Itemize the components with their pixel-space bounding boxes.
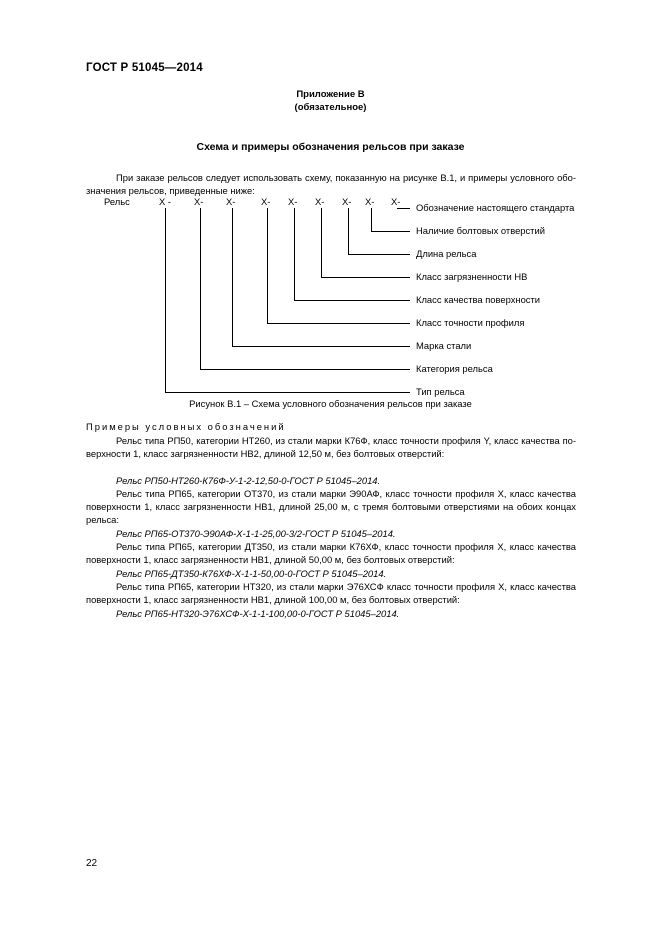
examples-heading: Примеры условных обозначений	[86, 421, 286, 432]
code-token-2: Х-	[194, 196, 204, 207]
example-2-code: Рельс РП65-ОТ370-Э90АФ-Х-1-1-25,00-3/2-ГОСТ Р 51045–2014.	[116, 528, 396, 539]
example-2-text: Рельс типа РП65, категории ОТ370, из стали марки Э90АФ, класс точности профиля Х, класс качества поверхности 1, класс загрязненности НВ1, длиной 25,00 м, с тремя болтовыми отверстиями на обоих концах рельса:	[86, 488, 576, 526]
leader-h-6	[267, 323, 410, 324]
page-title: Схема и примеры обозначения рельсов при заказе	[196, 141, 465, 153]
leader-v-7	[232, 208, 233, 346]
leader-v-6	[267, 208, 268, 323]
leader-v-5	[294, 208, 295, 300]
annex-line-1: Приложение В	[296, 89, 365, 100]
leader-h-5	[294, 300, 410, 301]
leader-h-4	[321, 277, 410, 278]
leader-v-3	[348, 208, 349, 254]
example-1-text: Рельс типа РП50, категории НТ260, из стали марки К76Ф, класс точности профиля Y, класс качества поверхности 1, класс загрязненности НВ2, длиной 12,50 м, без болтовых отверстий:	[86, 435, 576, 460]
code-token-7: Х-	[342, 196, 352, 207]
leader-h-2	[371, 231, 410, 232]
leader-h-1	[397, 208, 410, 209]
diagram-label-profile-class: Класс точности профиля	[416, 317, 525, 328]
example-4-code: Рельс РП65-НТ320-Э76ХСФ-Х-1-1-100,00-0-ГОСТ Р 51045–2014.	[116, 608, 400, 619]
leader-h-3	[348, 254, 410, 255]
diagram-label-surface-quality: Класс качества поверхности	[416, 294, 540, 305]
code-token-1: Х -	[159, 196, 171, 207]
diagram-label-rail-length: Длина рельса	[416, 248, 477, 259]
page-number: 22	[86, 858, 98, 869]
code-token-3: Х-	[226, 196, 236, 207]
diagram-label-rail-category: Категория рельса	[416, 363, 493, 374]
code-token-4: Х-	[261, 196, 271, 207]
example-3-code: Рельс РП65-ДТ350-К76ХФ-Х-1-1-50,00-0-ГОСТ Р 51045–2014.	[116, 568, 387, 579]
example-3-text: Рельс типа РП65, категории ДТ350, из стали марки К76ХФ, класс точности профиля Х, класс качества поверхности 1, класс загрязненности НВ1, длиной 50,00 м, без болтовых отверстий:	[86, 541, 576, 566]
diagram-label-bolt-holes: Наличие болтовых отверстий	[416, 225, 545, 236]
code-token-8: Х-	[365, 196, 375, 207]
leader-v-4	[321, 208, 322, 277]
diagram-prefix: Рельс	[104, 196, 130, 207]
figure-caption: Рисунок В.1 – Схема условного обозначения рельсов при заказе	[189, 398, 472, 409]
diagram-label-steel-grade: Марка стали	[416, 340, 472, 351]
code-token-6: Х-	[315, 196, 325, 207]
annex-line-2: (обязательное)	[294, 102, 367, 113]
leader-h-8	[200, 369, 410, 370]
annex-heading	[0, 88, 661, 114]
leader-h-9	[165, 392, 410, 393]
leader-v-9	[165, 208, 166, 392]
leader-h-7	[232, 346, 410, 347]
diagram-label-hb-class: Класс загрязненности НВ	[416, 271, 528, 282]
example-1-code: Рельс РП50-НТ260-К76Ф-У-1-2-12,50-0-ГОСТ Р 51045–2014.	[116, 475, 381, 486]
diagram-label-standard: Обозначение настоящего стандарта	[416, 202, 575, 213]
diagram-label-rail-type: Тип рельса	[416, 386, 465, 397]
leader-v-8	[200, 208, 201, 369]
code-token-5: Х-	[288, 196, 298, 207]
code-token-9: Х-	[391, 196, 401, 207]
example-4-text: Рельс типа РП65, категории НТ320, из стали марки Э76ХСФ класс точности профиля Х, класс качества поверхности 1, класс загрязненности НВ1, длиной 100,00 м, без болтовых отверстий:	[86, 581, 576, 606]
document-header: ГОСТ Р 51045—2014	[86, 62, 203, 74]
designation-scheme-diagram	[86, 196, 596, 396]
intro-paragraph: При заказе рельсов следует использовать схему, показанную на рисунке В.1, и примеры условного обозначения рельсов, приведенные ниже:	[86, 172, 576, 197]
leader-v-2	[371, 208, 372, 231]
